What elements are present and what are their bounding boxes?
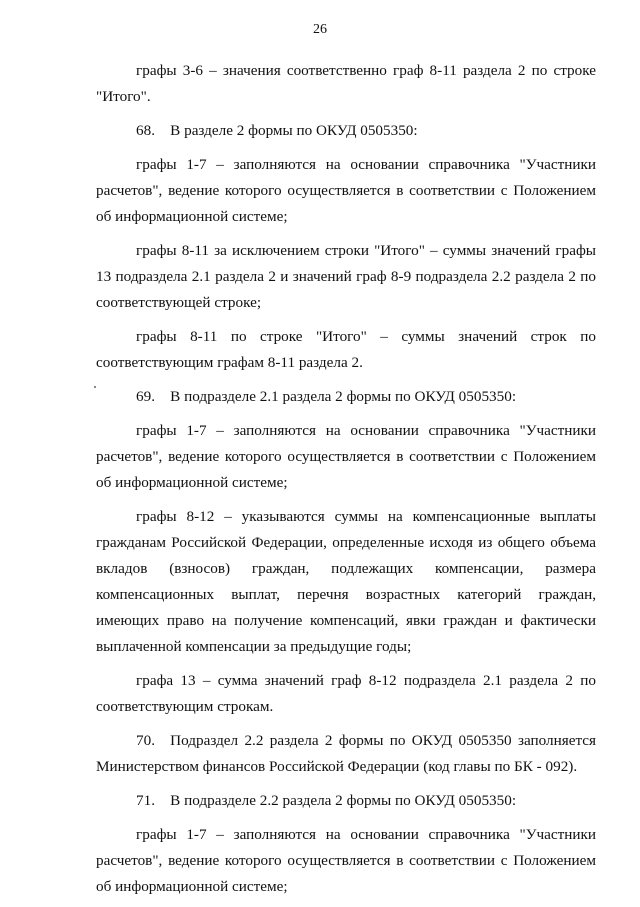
paragraph-68-heading: 68. В разделе 2 формы по ОКУД 0505350: (136, 122, 418, 139)
paragraph-1: графы 3-6 – значения соответственно граф 8-11 раздела 2 по строке "Итого". (96, 62, 596, 105)
paragraph-5: графы 8-11 по строке "Итого" – суммы значений строк по соответствующим графам 8-11 раздела 2. (96, 328, 596, 371)
scan-artifact-dot (94, 386, 96, 388)
paragraph-9: графа 13 – сумма значений граф 8-12 подраздела 2.1 раздела 2 по соответствующим строкам. (96, 672, 596, 715)
paragraph-4: графы 8-11 за исключением строки "Итого" – суммы значений графы 13 подраздела 2.1 раздела 2 и значений граф 8-9 подраздела 2.2 раздела 2 по соответствующей строке; (96, 242, 596, 311)
page-number: 26 (313, 22, 327, 37)
paragraph-71-heading: 71. В подразделе 2.2 раздела 2 формы по ОКУД 0505350: (136, 792, 517, 809)
paragraph-3: графы 1-7 – заполняются на основании справочника "Участники расчетов", ведение которого осуществляется в соответствии с Положением об информационной системе; (96, 156, 596, 225)
document-body (96, 58, 596, 907)
paragraph-8: графы 8-12 – указываются суммы на компенсационные выплаты гражданам Российской Федерации, определенные исходя из общего объема вкладов (взносов) граждан, подлежащих компенсации, размера компенсационных выплат, перечня возрастных категорий граждан, имеющих право на получение компенсаций, явки граждан и фактически выплаченной компенсации за предыдущие годы; (96, 508, 596, 655)
paragraph-70: 70. Подраздел 2.2 раздела 2 формы по ОКУД 0505350 заполняется Министерством финансов Российской Федерации (код главы по БК - 092). (96, 732, 596, 775)
paragraph-69-heading: 69. В подразделе 2.1 раздела 2 формы по ОКУД 0505350: (136, 388, 517, 405)
paragraph-7: графы 1-7 – заполняются на основании справочника "Участники расчетов", ведение которого осуществляется в соответствии с Положением об информационной системе; (96, 422, 596, 491)
paragraph-12: графы 1-7 – заполняются на основании справочника "Участники расчетов", ведение которого осуществляется в соответствии с Положением об информационной системе; (96, 826, 596, 895)
